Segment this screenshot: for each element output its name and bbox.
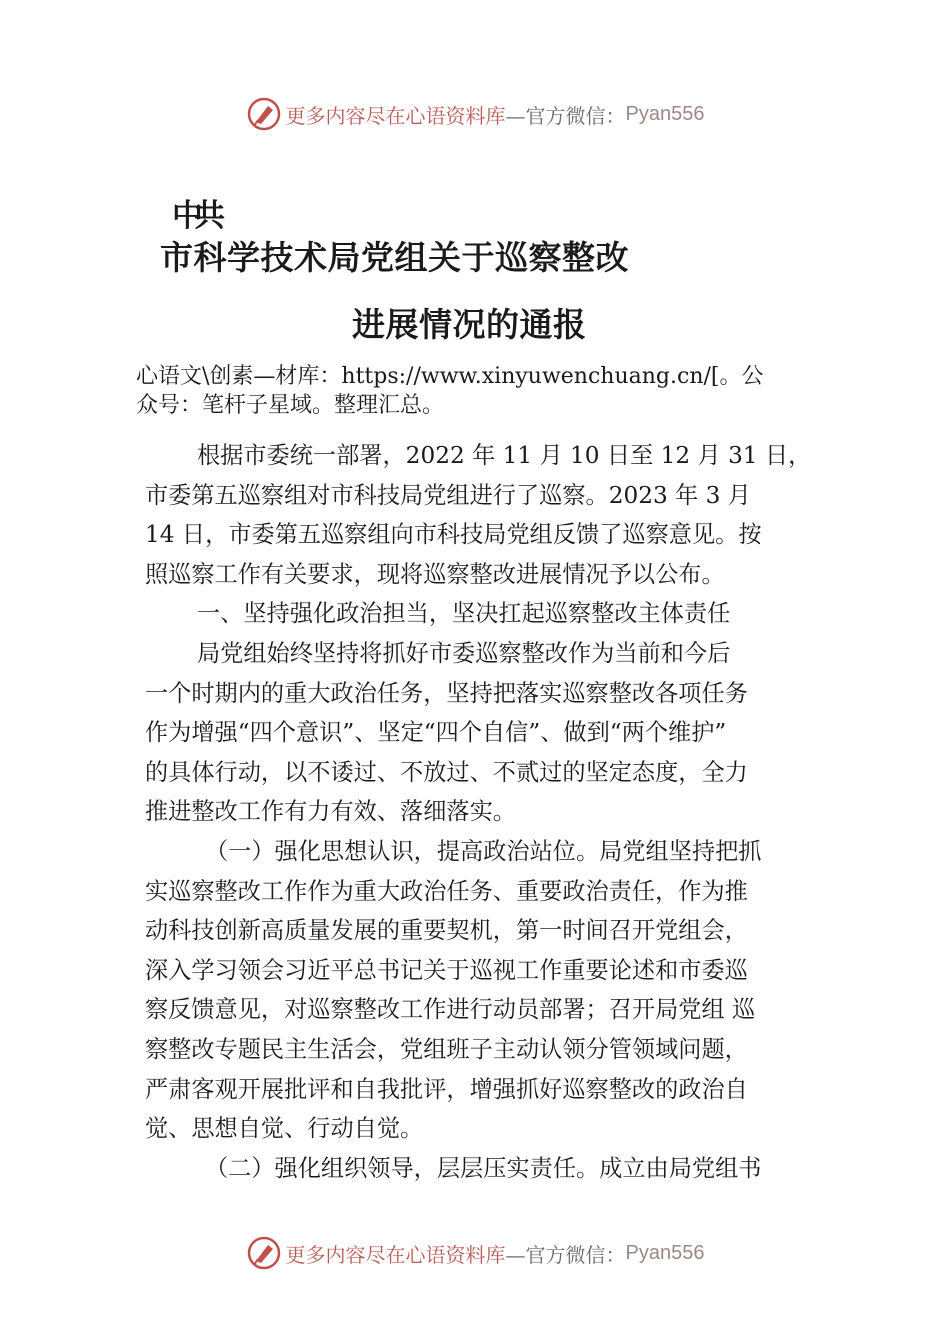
body-line: 推进整改工作有力有效、落细落实。 <box>145 798 516 826</box>
header-watermark-banner <box>0 94 950 134</box>
pen-nib-logo-icon <box>246 1235 282 1271</box>
banner-text-wechat: —官方微信： <box>505 103 626 128</box>
banner-text-wechat: —官方微信： <box>505 1242 626 1267</box>
body-line: 察整改专题民主生活会，党组班子主动认领分管领域问题， <box>145 1035 748 1063</box>
body-line: 一个时期内的重大政治任务，坚持把落实巡察整改各项任务 <box>145 679 748 707</box>
source-line: 众号：笔杆子星域。整理汇总。 <box>136 393 445 418</box>
banner-text-id: Pyan556 <box>625 102 705 125</box>
body-line: 根据市委统一部署，2022 年 11 月 10 日至 12 月 31 日， <box>197 442 812 469</box>
body-line: 实巡察整改工作作为重大政治任务、重要政治责任，作为推 <box>145 877 748 905</box>
banner-text-id: Pyan556 <box>625 1241 705 1264</box>
body-line: 严肃客观开展批评和自我批评，增强抓好巡察整改的政治自 <box>145 1075 748 1103</box>
banner-text-library: 更多内容尽在心语资料库 <box>285 1242 506 1267</box>
body-line: 察反馈意见，对巡察整改工作进行动员部署；召开局党组 巡 <box>145 996 756 1024</box>
pen-nib-logo-icon <box>246 96 282 132</box>
body-line: 局党组始终坚持将抓好市委巡察整改作为当前和今后 <box>197 639 731 667</box>
garbled-prefix: 中共 <box>172 198 216 234</box>
subsection-line: （二）强化组织领导，层层压实责任。成立由局党组书 <box>205 1154 762 1182</box>
section-heading: 一、坚持强化政治担当，坚决扛起巡察整改主体责任 <box>197 600 731 628</box>
document-title-line2: 进展情况的通报 <box>352 305 587 344</box>
source-note <box>136 362 836 420</box>
footer-watermark-banner <box>0 1233 950 1273</box>
body-line: 觉、思想自觉、行动自觉。 <box>145 1115 424 1143</box>
body-line: 的具体行动，以不诿过、不放过、不贰过的坚定态度，全力 <box>145 758 748 786</box>
body-line: 深入学习领会习近平总书记关于巡视工作重要论述和市委巡 <box>145 956 748 984</box>
source-line: 心语文\创素—材库：https://www.xinyuwenchuang.cn/[。公 <box>136 364 764 389</box>
subsection-line: （一）强化思想认识，提高政治站位。局党组坚持把抓 <box>205 837 762 865</box>
body-line: 市委第五巡察组对市科技局党组进行了巡察。2023 年 3 月 <box>145 481 751 509</box>
document-body <box>145 436 845 1188</box>
body-line: 动科技创新高质量发展的重要契机，第一时间召开党组会， <box>145 917 748 945</box>
body-line: 作为增强“四个意识”、坚定“四个自信”、做到“两个维护” <box>145 719 727 747</box>
body-line: 14 日，市委第五巡察组向市科技局党组反馈了巡察意见。按 <box>145 521 762 549</box>
document-title-line1: 市科学技术局党组关于巡察整改 <box>160 238 629 277</box>
body-line: 照巡察工作有关要求，现将巡察整改进展情况予以公布。 <box>145 560 725 588</box>
banner-text-library: 更多内容尽在心语资料库 <box>285 103 506 128</box>
